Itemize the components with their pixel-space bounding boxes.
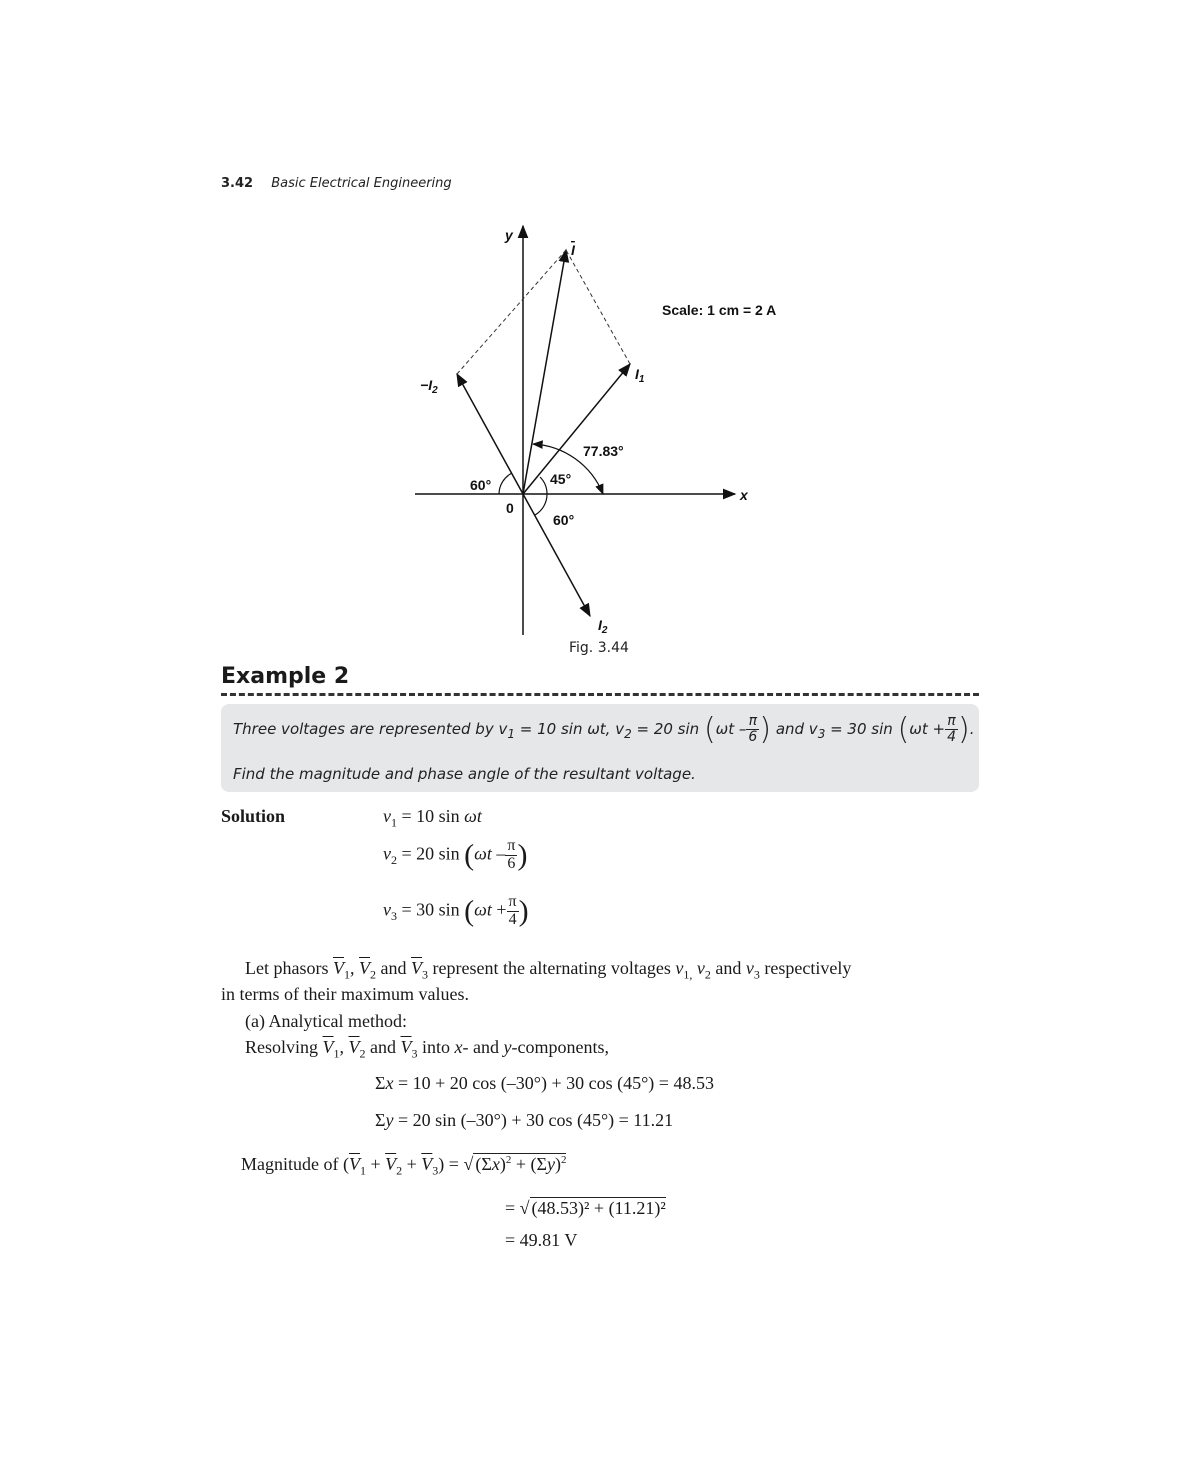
phasor-diagram: [0, 0, 1200, 660]
label-resultant-I: I: [571, 242, 575, 258]
angle-arc-60-left: [499, 473, 512, 494]
analytical-method-heading: (a) Analytical method:: [245, 1011, 407, 1031]
resolving-line: Resolving $\overline{V}_1$, $\overline{V}_2$ and $\overline{V}_3$ into x- and y-components,: [245, 1037, 609, 1061]
angle-label-60-left: 60°: [470, 477, 492, 493]
phasor-minus-I2: [457, 374, 523, 494]
sum-x-equation: Σx = 10 + 20 cos (–30°) + 30 cos (45°) = 48.53: [375, 1073, 714, 1093]
problem-line-2: Find the magnitude and phase angle of the resultant voltage.: [233, 765, 696, 783]
label-minus-I2: $-I_2$: [420, 377, 438, 396]
solution-label: Solution: [221, 806, 286, 826]
example-divider: [221, 693, 979, 696]
dashed-construction-line: [566, 250, 630, 364]
axis-y-label: y: [505, 227, 513, 243]
angle-arc-60-below: [535, 494, 547, 515]
dashed-construction-line: [457, 250, 566, 374]
equation-v1: $v_1 = 10$ sin ωt: [383, 806, 482, 830]
label-I2: $I_2$: [598, 617, 608, 636]
angle-label-45: 45°: [550, 471, 572, 487]
paragraph-phasors-line2: in terms of their maximum values.: [221, 984, 469, 1004]
figure-caption: Fig. 3.44: [569, 640, 629, 656]
label-I1: $I_1$: [635, 366, 645, 385]
magnitude-equation-step2: = √ (48.53)² + (11.21)²: [505, 1198, 666, 1218]
scale-text: Scale: 1 cm = 2 A: [662, 302, 777, 318]
phasor-I1: [523, 364, 630, 494]
paragraph-phasors: Let phasors $\overline{V}_1$, $\overline{V}_2$ and $\overline{V}_3$ represent the alternating voltages $v_{1,}$ $v_2$ and $v_3$ respectively: [245, 958, 852, 982]
book-title: Basic Electrical Engineering: [271, 176, 452, 191]
example-title: Example 2: [221, 664, 350, 689]
problem-line-1: Three voltages are represented by $v_1 = 10$ sin ωt, $v_2 = 20$ sin (ωt – $\frac{\pi}{6}$ ) and $v_3 = 30$ sin (ωt + $\frac{\pi}{4}$ ).: [233, 712, 975, 747]
phasor-I: [523, 250, 566, 494]
page-number: 3.42: [221, 176, 254, 191]
angle-arc-45: [540, 477, 547, 494]
magnitude-result: = 49.81 V: [505, 1230, 578, 1250]
equation-v3: $v_3 = 30$ sin (ωt + $\frac{\pi}{4}$ ): [383, 893, 529, 928]
magnitude-equation: Magnitude of $(\overline{V}_1 + \overline{V}_2 + \overline{V}_3)$ = √ $(\Sigma x)^2 + (\Sigma y)^2$: [241, 1154, 567, 1178]
origin-label: 0: [506, 500, 514, 516]
angle-label-60-below: 60°: [553, 512, 575, 528]
axis-x-label: x: [740, 487, 748, 503]
equation-v2: $v_2 = 20$ sin (ωt – $\frac{\pi}{6}$ ): [383, 837, 528, 872]
sum-y-equation: Σy = 20 sin (–30°) + 30 cos (45°) = 11.21: [375, 1110, 674, 1130]
angle-label-resultant: 77.83°: [583, 443, 624, 459]
